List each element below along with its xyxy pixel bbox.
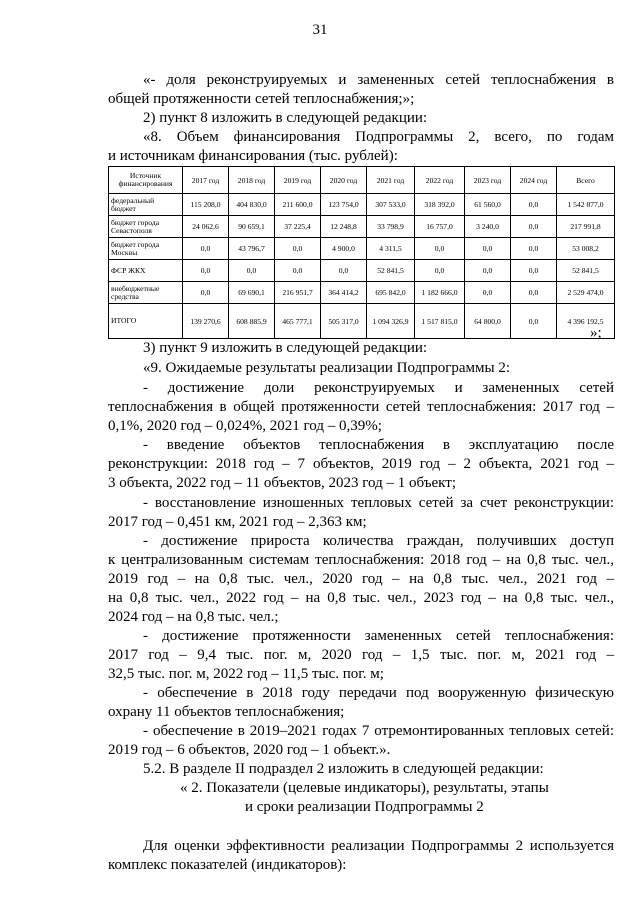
- body-line: к централизованным системам теплоснабжения: 2018 год – на 0,8 тыс. чел.,: [108, 552, 614, 568]
- table-value-cell: 0,0: [229, 260, 275, 282]
- table-value-cell: 0,0: [465, 238, 511, 260]
- body-line: 2017 год – 0,451 км, 2021 год – 2,363 км;: [108, 514, 367, 530]
- table-header-cell: 2022 год: [415, 167, 465, 194]
- table-header-cell: 2023 год: [465, 167, 511, 194]
- table-value-cell: 0,0: [183, 238, 229, 260]
- table-value-cell: 69 690,1: [229, 282, 275, 304]
- body-line: 2017 год – 9,4 тыс. пог. м, 2020 год – 1,5 тыс. пог. м, 2021 год –: [108, 647, 614, 663]
- body-line: 5.2. В разделе II подраздел 2 изложить в следующей редакции:: [143, 761, 544, 777]
- table-row: [109, 282, 615, 304]
- table-value-cell: 139 270,6: [183, 304, 229, 339]
- table-value-cell: 608 885,9: [229, 304, 275, 339]
- table-value-cell: 0,0: [511, 216, 557, 238]
- table-value-cell: 0,0: [415, 260, 465, 282]
- table-value-cell: 0,0: [415, 238, 465, 260]
- body-line: - достижение протяженности замененных сетей теплоснабжения:: [143, 628, 614, 644]
- table-value-cell: 0,0: [275, 238, 321, 260]
- table-value-cell: 61 560,0: [465, 194, 511, 216]
- table-value-cell: 505 317,0: [321, 304, 367, 339]
- table-value-cell: 52 841,5: [557, 260, 615, 282]
- table-value-cell: 695 842,0: [367, 282, 415, 304]
- table-value-cell: 0,0: [511, 260, 557, 282]
- page-number: 31: [312, 22, 328, 38]
- table-value-cell: 64 800,0: [465, 304, 511, 339]
- table-value-cell: 0,0: [183, 282, 229, 304]
- table-value-cell: 4 396 192,5: [557, 304, 615, 339]
- table-header-cell: 2017 год: [183, 167, 229, 194]
- table-end-mark: »;: [590, 325, 602, 341]
- table-source-cell: ИТОГО: [109, 304, 183, 339]
- intro-line-5: и источникам финансирования (тыс. рублей):: [108, 148, 398, 164]
- body-line: теплоснабжения в общей протяженности сетей теплоснабжения: 2017 год –: [108, 399, 614, 415]
- body-line: «9. Ожидаемые результаты реализации Подпрограммы 2:: [143, 360, 510, 376]
- table-value-cell: 1 542 877,0: [557, 194, 615, 216]
- table-header-cell: 2024 год: [511, 167, 557, 194]
- table-value-cell: 0,0: [275, 260, 321, 282]
- table-value-cell: 0,0: [183, 260, 229, 282]
- table-value-cell: 52 841,5: [367, 260, 415, 282]
- table-row: [109, 260, 615, 282]
- table-value-cell: 16 757,0: [415, 216, 465, 238]
- intro-line-3: 2) пункт 8 изложить в следующей редакции:: [143, 110, 428, 126]
- table-value-cell: 307 533,0: [367, 194, 415, 216]
- financing-table: [108, 166, 615, 339]
- table-header-cell: 2021 год: [367, 167, 415, 194]
- intro-line-2: общей протяженности сетей теплоснабжения;»;: [108, 91, 415, 107]
- body-line: 3 объекта, 2022 год – 11 объектов, 2023 год – 1 объект;: [108, 475, 456, 491]
- table-value-cell: 1 094 326,9: [367, 304, 415, 339]
- body-line: охрану 11 объектов теплоснабжения;: [108, 704, 345, 720]
- body-line: 0,1%, 2020 год – 0,024%, 2021 год – 0,39%;: [108, 418, 382, 434]
- table-value-cell: 1 182 666,0: [415, 282, 465, 304]
- body-line: на 0,8 тыс. чел., 2022 год – на 0,8 тыс. чел., 2023 год – на 0,8 тыс. чел.,: [108, 590, 614, 606]
- table-value-cell: 12 248,8: [321, 216, 367, 238]
- table-value-cell: 0,0: [511, 194, 557, 216]
- table-header-cell: Всего: [557, 167, 615, 194]
- table-header-cell: 2018 год: [229, 167, 275, 194]
- table-value-cell: 37 225,4: [275, 216, 321, 238]
- body-line: - обеспечение в 2018 году передачи под вооруженную физическую: [143, 685, 614, 701]
- body-line: 2024 год – на 0,8 тыс. чел.;: [108, 609, 279, 625]
- table-value-cell: 0,0: [511, 238, 557, 260]
- table-source-cell: бюджет города Москвы: [109, 238, 183, 260]
- table-value-cell: 404 830,0: [229, 194, 275, 216]
- table-value-cell: 33 798,9: [367, 216, 415, 238]
- body-line: 32,5 тыс. пог. м, 2022 год – 11,5 тыс. пог. м;: [108, 666, 384, 682]
- table-row: [109, 194, 615, 216]
- body-line: Для оценки эффективности реализации Подпрограммы 2 используется: [143, 838, 614, 854]
- table-value-cell: 3 240,0: [465, 216, 511, 238]
- table-value-cell: 465 777,1: [275, 304, 321, 339]
- body-line: и сроки реализации Подпрограммы 2: [245, 799, 484, 815]
- table-header-cell: 2020 год: [321, 167, 367, 194]
- table-value-cell: 364 414,2: [321, 282, 367, 304]
- table-value-cell: 24 062,6: [183, 216, 229, 238]
- body-line: « 2. Показатели (целевые индикаторы), результаты, этапы: [180, 780, 549, 796]
- body-line: - обеспечение в 2019–2021 годах 7 отремонтированных тепловых сетей:: [143, 723, 614, 739]
- body-line: комплекс показателей (индикаторов):: [108, 857, 347, 873]
- intro-line-1: «- доля реконструируемых и замененных сетей теплоснабжения в: [143, 72, 614, 88]
- table-source-cell: бюджет города Севастополя: [109, 216, 183, 238]
- body-line: - введение объектов теплоснабжения в эксплуатацию после: [143, 437, 614, 453]
- body-line: - достижение прироста количества граждан, получивших доступ: [143, 533, 614, 549]
- table-value-cell: 123 754,0: [321, 194, 367, 216]
- table-source-cell: внебюджетные средства: [109, 282, 183, 304]
- intro-line-4: «8. Объем финансирования Подпрограммы 2, всего, по годам: [143, 129, 614, 145]
- body-line: - достижение доли реконструируемых и замененных сетей: [143, 380, 614, 396]
- body-line: 3) пункт 9 изложить в следующей редакции:: [143, 340, 428, 356]
- table-value-cell: 43 796,7: [229, 238, 275, 260]
- table-value-cell: 2 529 474,0: [557, 282, 615, 304]
- table-header-row: [109, 167, 615, 194]
- table-value-cell: 90 659,1: [229, 216, 275, 238]
- body-line: 2019 год – на 0,8 тыс. чел., 2020 год – на 0,8 тыс. чел., 2021 год –: [108, 571, 614, 587]
- table-row: [109, 216, 615, 238]
- table-source-cell: ФСР ЖКХ: [109, 260, 183, 282]
- table-row: [109, 304, 615, 339]
- table-row: [109, 238, 615, 260]
- table-value-cell: 1 517 815,0: [415, 304, 465, 339]
- table-header-cell: Источник финансирования: [109, 167, 183, 194]
- table-value-cell: 4 900,0: [321, 238, 367, 260]
- table-value-cell: 318 392,0: [415, 194, 465, 216]
- table-value-cell: 0,0: [465, 282, 511, 304]
- table-value-cell: 217 991,8: [557, 216, 615, 238]
- table-value-cell: 0,0: [511, 304, 557, 339]
- table-header-cell: 2019 год: [275, 167, 321, 194]
- table-value-cell: 115 208,0: [183, 194, 229, 216]
- body-line: 2019 год – 6 объектов, 2020 год – 1 объект.».: [108, 742, 391, 758]
- table-value-cell: 4 311,5: [367, 238, 415, 260]
- table-value-cell: 0,0: [465, 260, 511, 282]
- table-value-cell: 53 008,2: [557, 238, 615, 260]
- table-value-cell: 0,0: [321, 260, 367, 282]
- table-value-cell: 0,0: [511, 282, 557, 304]
- table-value-cell: 211 600,0: [275, 194, 321, 216]
- table-source-cell: федеральный бюджет: [109, 194, 183, 216]
- table-value-cell: 216 951,7: [275, 282, 321, 304]
- body-line: реконструкции: 2018 год – 7 объектов, 2019 год – 2 объекта, 2021 год –: [108, 456, 614, 472]
- body-line: - восстановление изношенных тепловых сетей за счет реконструкции:: [143, 495, 614, 511]
